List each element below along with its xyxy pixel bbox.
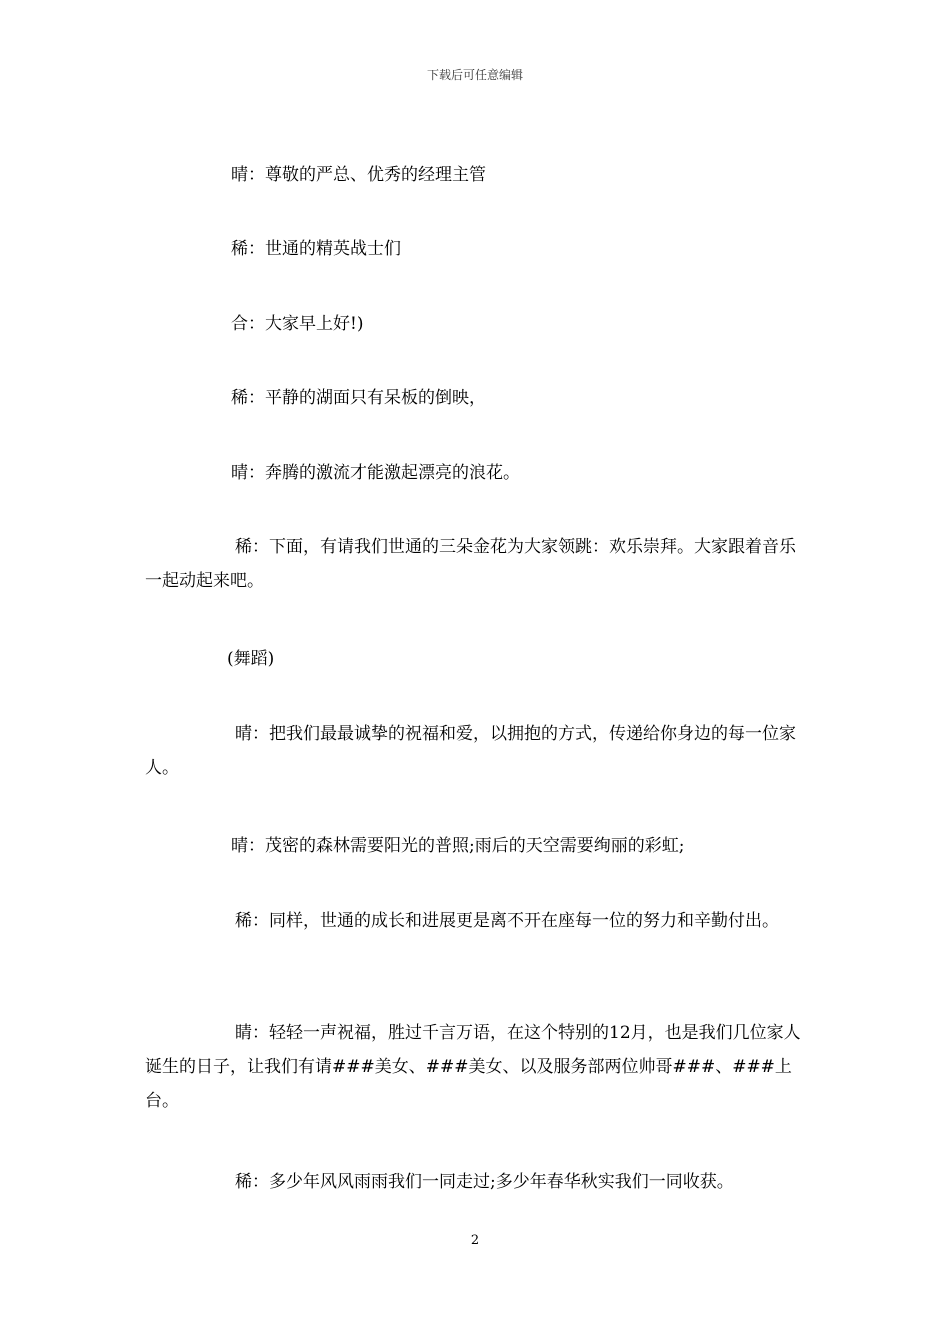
- paragraph: 睛：轻轻一声祝福，胜过千言万语，在这个特别的12月，也是我们几位家人诞生的日子，让我们有请###美女、###美女、以及服务部两位帅哥###、###上台。: [145, 1023, 801, 1111]
- paragraph: 稀：多少年风风雨雨我们一同走过;多少年春华秋实我们一同收获。: [235, 1172, 734, 1192]
- paragraph: 晴：把我们最最诚挚的祝福和爱，以拥抱的方式，传递给你身边的每一位家人。: [145, 724, 796, 778]
- paragraph: 合：大家早上好!): [231, 314, 364, 334]
- paragraph: 晴：奔腾的激流才能激起漂亮的浪花。: [231, 463, 520, 483]
- paragraph: 稀：平静的湖面只有呆板的倒映，: [231, 388, 486, 408]
- paragraph: 晴：尊敬的严总、优秀的经理主管: [231, 165, 486, 185]
- paragraph: 晴：茂密的森林需要阳光的普照;雨后的天空需要绚丽的彩虹;: [231, 836, 685, 856]
- paragraph: 稀：世通的精英战士们: [231, 239, 401, 259]
- paragraph: 稀：下面，有请我们世通的三朵金花为大家领跳：欢乐崇拜。大家跟着音乐一起动起来吧。: [145, 537, 796, 591]
- paragraph: 稀：同样，世通的成长和进展更是离不开在座每一位的努力和辛勤付出。: [235, 911, 779, 931]
- page-header: 下载后可任意编辑: [426, 68, 523, 82]
- page-number: 2: [470, 1233, 480, 1248]
- paragraph: (舞蹈): [227, 649, 275, 669]
